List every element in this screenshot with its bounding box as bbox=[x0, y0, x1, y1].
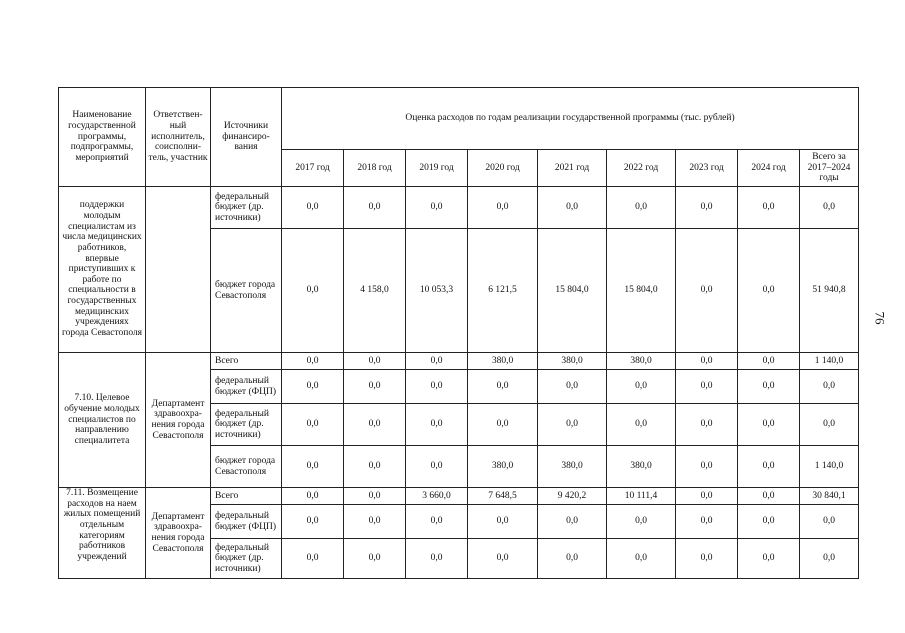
value-cell: 0,0 bbox=[468, 187, 538, 229]
value-cell: 0,0 bbox=[344, 404, 406, 446]
value-cell: 10 053,3 bbox=[406, 229, 468, 353]
header-year: 2018 год bbox=[344, 150, 406, 187]
value-cell: 0,0 bbox=[738, 488, 800, 505]
value-cell: 0,0 bbox=[468, 505, 538, 539]
header-name: Наименование государственной программы, подпрограммы, мероприятий bbox=[59, 88, 146, 187]
value-cell: 0,0 bbox=[607, 187, 676, 229]
value-cell: 0,0 bbox=[468, 404, 538, 446]
value-cell: 3 660,0 bbox=[406, 488, 468, 505]
value-cell: 0,0 bbox=[282, 229, 344, 353]
table-row bbox=[59, 353, 859, 370]
header-year: 2020 год bbox=[468, 150, 538, 187]
value-cell: 0,0 bbox=[676, 505, 738, 539]
value-cell: 0,0 bbox=[538, 187, 607, 229]
value-cell: 0,0 bbox=[538, 505, 607, 539]
value-cell: 0,0 bbox=[282, 539, 344, 579]
value-cell: 0,0 bbox=[738, 187, 800, 229]
total-cell: 30 840,1 bbox=[800, 488, 859, 505]
value-cell: 0,0 bbox=[406, 505, 468, 539]
value-cell: 0,0 bbox=[738, 353, 800, 370]
value-cell: 0,0 bbox=[676, 229, 738, 353]
value-cell: 0,0 bbox=[282, 404, 344, 446]
header-year: 2023 год bbox=[676, 150, 738, 187]
source-cell: федеральный бюджет (ФЦП) bbox=[211, 370, 282, 404]
table-row bbox=[59, 187, 859, 229]
program-name: поддержки молодым специалистам из числа медицинских работников, впервые приступивших к работе по специальности в государственных медицинских учреждениях города Севастополя bbox=[59, 187, 146, 353]
value-cell: 7 648,5 bbox=[468, 488, 538, 505]
value-cell: 0,0 bbox=[344, 446, 406, 488]
value-cell: 0,0 bbox=[282, 488, 344, 505]
value-cell: 0,0 bbox=[406, 404, 468, 446]
responsible-cell bbox=[146, 187, 211, 353]
header-year: 2024 год bbox=[738, 150, 800, 187]
value-cell: 380,0 bbox=[538, 446, 607, 488]
total-cell: 1 140,0 bbox=[800, 446, 859, 488]
value-cell: 0,0 bbox=[344, 370, 406, 404]
value-cell: 9 420,2 bbox=[538, 488, 607, 505]
header-total: Всего за 2017–2024 годы bbox=[800, 150, 859, 187]
source-cell: федеральный бюджет (др. источники) bbox=[211, 539, 282, 579]
value-cell: 0,0 bbox=[344, 353, 406, 370]
header-row-1 bbox=[59, 88, 859, 150]
total-cell: 0,0 bbox=[800, 539, 859, 579]
value-cell: 0,0 bbox=[282, 187, 344, 229]
value-cell: 0,0 bbox=[282, 353, 344, 370]
value-cell: 0,0 bbox=[676, 187, 738, 229]
value-cell: 0,0 bbox=[738, 539, 800, 579]
value-cell: 0,0 bbox=[607, 505, 676, 539]
source-cell: федеральный бюджет (др. источники) bbox=[211, 187, 282, 229]
value-cell: 0,0 bbox=[676, 404, 738, 446]
value-cell: 0,0 bbox=[607, 370, 676, 404]
responsible-cell: Департамент здравоохра- нения города Севастополя bbox=[146, 488, 211, 579]
source-cell: федеральный бюджет (др. источники) bbox=[211, 404, 282, 446]
value-cell: 0,0 bbox=[738, 446, 800, 488]
header-year: 2021 год bbox=[538, 150, 607, 187]
value-cell: 0,0 bbox=[282, 505, 344, 539]
value-cell: 0,0 bbox=[676, 353, 738, 370]
program-name: 7.11. Возмещение расходов на наем жилых помещений отдельным категориям работников учреждений bbox=[59, 488, 146, 579]
value-cell: 0,0 bbox=[344, 187, 406, 229]
total-cell: 0,0 bbox=[800, 370, 859, 404]
program-name: 7.10. Целевое обучение молодых специалистов по направлению специалитета bbox=[59, 353, 146, 488]
value-cell: 0,0 bbox=[738, 404, 800, 446]
header-year: 2019 год bbox=[406, 150, 468, 187]
value-cell: 0,0 bbox=[344, 505, 406, 539]
value-cell: 0,0 bbox=[676, 370, 738, 404]
source-cell: бюджет города Севастополя bbox=[211, 229, 282, 353]
responsible-cell: Департамент здравоохра- нения города Севастополя bbox=[146, 353, 211, 488]
source-cell: Всего bbox=[211, 488, 282, 505]
value-cell: 0,0 bbox=[468, 370, 538, 404]
value-cell: 0,0 bbox=[344, 539, 406, 579]
value-cell: 0,0 bbox=[676, 488, 738, 505]
value-cell: 380,0 bbox=[468, 446, 538, 488]
value-cell: 0,0 bbox=[282, 370, 344, 404]
table-row bbox=[59, 488, 859, 505]
value-cell: 15 804,0 bbox=[538, 229, 607, 353]
source-cell: Всего bbox=[211, 353, 282, 370]
total-cell: 51 940,8 bbox=[800, 229, 859, 353]
total-cell: 0,0 bbox=[800, 505, 859, 539]
value-cell: 6 121,5 bbox=[468, 229, 538, 353]
value-cell: 380,0 bbox=[468, 353, 538, 370]
value-cell: 0,0 bbox=[538, 404, 607, 446]
value-cell: 0,0 bbox=[738, 229, 800, 353]
header-estimate: Оценка расходов по годам реализации государственной программы (тыс. рублей) bbox=[282, 88, 859, 150]
header-year: 2017 год bbox=[282, 150, 344, 187]
value-cell: 0,0 bbox=[676, 539, 738, 579]
value-cell: 0,0 bbox=[406, 539, 468, 579]
value-cell: 10 111,4 bbox=[607, 488, 676, 505]
value-cell: 0,0 bbox=[282, 446, 344, 488]
value-cell: 4 158,0 bbox=[344, 229, 406, 353]
value-cell: 0,0 bbox=[538, 370, 607, 404]
value-cell: 0,0 bbox=[406, 353, 468, 370]
value-cell: 0,0 bbox=[738, 370, 800, 404]
value-cell: 380,0 bbox=[607, 353, 676, 370]
value-cell: 0,0 bbox=[538, 539, 607, 579]
value-cell: 0,0 bbox=[406, 370, 468, 404]
total-cell: 1 140,0 bbox=[800, 353, 859, 370]
value-cell: 0,0 bbox=[468, 539, 538, 579]
value-cell: 0,0 bbox=[406, 187, 468, 229]
value-cell: 0,0 bbox=[676, 446, 738, 488]
value-cell: 380,0 bbox=[607, 446, 676, 488]
value-cell: 380,0 bbox=[538, 353, 607, 370]
total-cell: 0,0 bbox=[800, 187, 859, 229]
value-cell: 0,0 bbox=[406, 446, 468, 488]
header-year: 2022 год bbox=[607, 150, 676, 187]
page-number: 76 bbox=[872, 311, 888, 325]
value-cell: 0,0 bbox=[607, 404, 676, 446]
value-cell: 0,0 bbox=[738, 505, 800, 539]
header-sources: Источники финансиро- вания bbox=[211, 88, 282, 187]
value-cell: 0,0 bbox=[344, 488, 406, 505]
header-responsible: Ответствен- ный исполнитель, соисполни- тель, участник bbox=[146, 88, 211, 187]
value-cell: 0,0 bbox=[607, 539, 676, 579]
value-cell: 15 804,0 bbox=[607, 229, 676, 353]
total-cell: 0,0 bbox=[800, 404, 859, 446]
source-cell: федеральный бюджет (ФЦП) bbox=[211, 505, 282, 539]
source-cell: бюджет города Севастополя bbox=[211, 446, 282, 488]
budget-table bbox=[58, 87, 859, 579]
